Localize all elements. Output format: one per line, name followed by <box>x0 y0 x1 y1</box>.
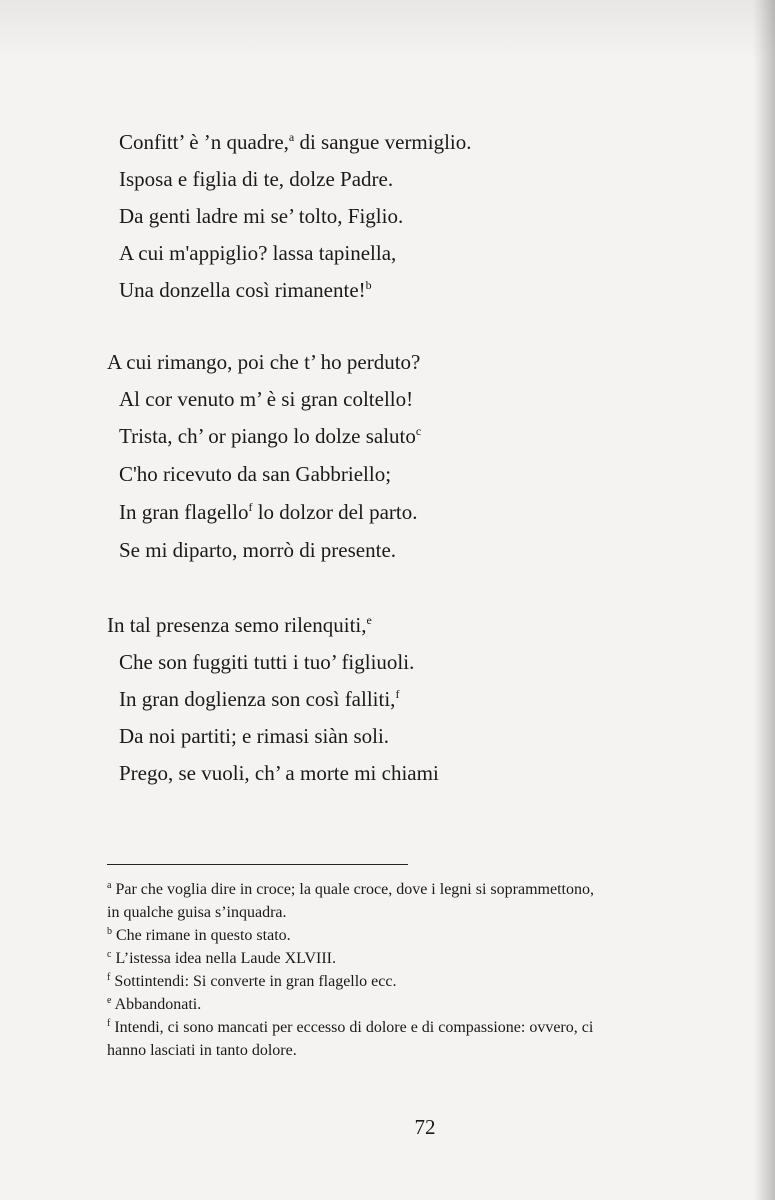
verse-line: Isposa e figlia di te, dolze Padre. <box>119 167 394 191</box>
footnote-divider <box>107 864 408 865</box>
footnote-marker: e <box>366 613 372 627</box>
verse-line: Una donzella così rimanente!$^b$ <box>119 278 372 302</box>
footnote: $^b$ Che rimane in questo stato. <box>107 926 291 944</box>
verse-line: Al cor venuto m’ è si gran coltello! <box>119 387 414 411</box>
verse-line: In gran flagello$^f$ lo dolzor del parto. <box>119 500 418 524</box>
verse-line: In tal presenza semo rilenquiti,$^e$ <box>107 613 372 637</box>
footnote: $^f$ Intendi, ci sono mancati per eccesso di dolore e di compassione: ovvero, ci <box>107 1018 594 1036</box>
verse-line: Da noi partiti; e rimasi siàn soli. <box>119 724 390 748</box>
footnote-marker: b <box>365 278 372 292</box>
verse-line: A cui rimango, poi che t’ ho perduto? <box>107 350 421 374</box>
footnote-mark: f <box>107 1018 111 1029</box>
verse-line: Se mi diparto, morrò di presente. <box>119 538 397 562</box>
footnote-marker: f <box>395 687 400 701</box>
footnote-mark: a <box>107 880 112 891</box>
verse-line: C'ho ricevuto da san Gabbriello; <box>119 462 392 486</box>
page-edge-shadow <box>753 0 775 1200</box>
footnote: $^e$ Abbandonati. <box>107 995 202 1013</box>
verse-line: Trista, ch’ or piango lo dolze saluto$^c$ <box>119 424 422 448</box>
footnote-mark: e <box>107 995 112 1006</box>
verse-line: Da genti ladre mi se’ tolto, Figlio. <box>119 204 404 228</box>
verse-line: In gran doglienza son così falliti,$^f$ <box>119 687 400 711</box>
footnote-marker: c <box>415 424 422 438</box>
verse-line: Che son fuggiti tutti i tuo’ figliuoli. <box>119 650 415 674</box>
footnote-marker: a <box>288 130 295 144</box>
footnote: $^c$ L’istessa idea nella Laude XLVIII. <box>107 949 336 967</box>
page-shadow-top <box>0 0 775 60</box>
footnote-mark: f <box>107 972 111 983</box>
footnote-marker: f <box>248 500 253 514</box>
footnote-mark: c <box>107 949 112 960</box>
footnote: $^f$ Sottintendi: Si converte in gran flagello ecc. <box>107 972 397 990</box>
page-number: 72 <box>414 1115 436 1139</box>
verse-line: A cui m'appiglio? lassa tapinella, <box>119 241 397 265</box>
footnote-mark: b <box>107 926 112 937</box>
footnote: $^a$ Par che voglia dire in croce; la quale croce, dove i legni si soprammettono, <box>107 880 594 898</box>
footnote: in qualche guisa s’inquadra. <box>107 904 287 921</box>
verse-line: Confitt’ è ’n quadre,$^a$ di sangue vermiglio. <box>119 130 472 154</box>
footnote: hanno lasciati in tanto dolore. <box>107 1042 297 1059</box>
verse-line: Prego, se vuoli, ch’ a morte mi chiami <box>119 761 439 785</box>
